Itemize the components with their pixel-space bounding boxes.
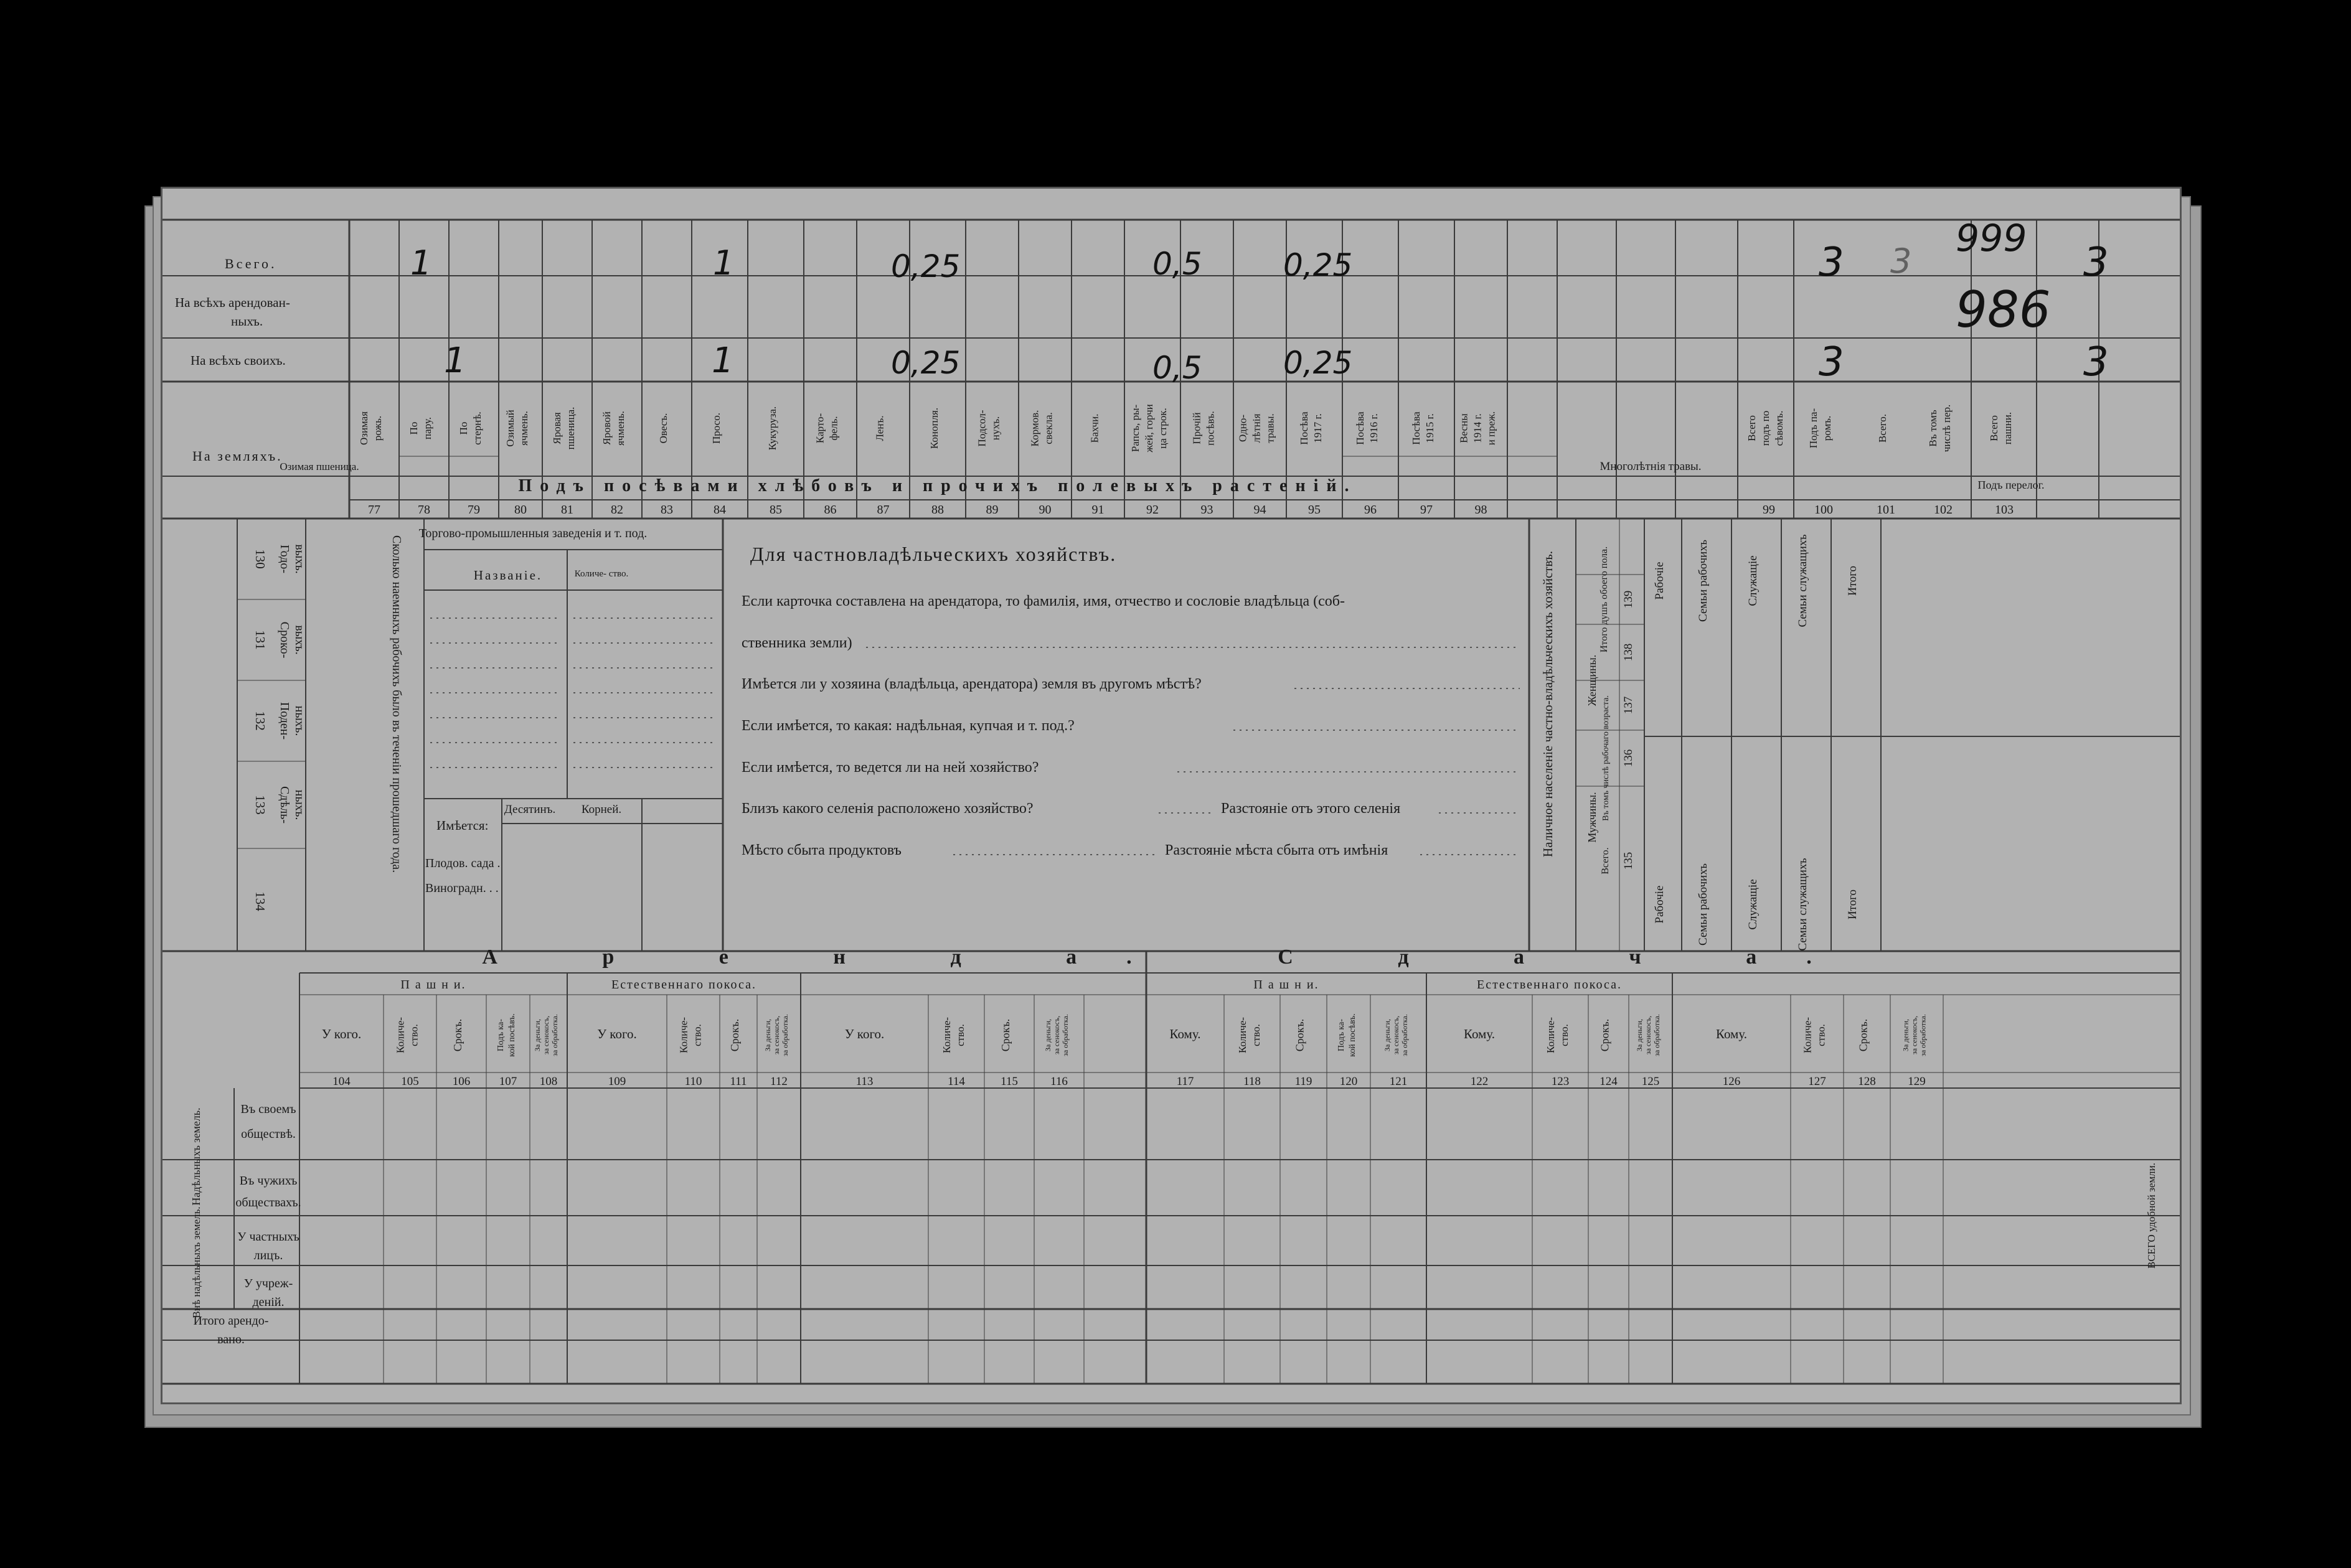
crop-header-line: Одно-	[1237, 415, 1249, 442]
crop-column-number: 85	[770, 503, 782, 517]
arenda-crop: кой посѣвъ.	[507, 1013, 517, 1057]
worker-col-label: ныхъ.	[293, 705, 306, 736]
arenda-qty: Количе-	[677, 1016, 690, 1054]
arenda-who: У кого.	[321, 1026, 362, 1041]
crops-band: Подъ посѣвами хлѣбовъ и прочихъ полевыхъ растеній.	[518, 476, 1357, 495]
worker-col-number: 130	[253, 549, 268, 569]
lease-col-number: 118	[1243, 1075, 1261, 1088]
crop-header-line: Весны	[1458, 413, 1470, 443]
private-q6: Мѣсто сбыта продуктовъ	[742, 842, 902, 858]
crop-column-number: 98	[1474, 503, 1487, 517]
lease-row-label: У учреж-	[243, 1277, 293, 1290]
crop-column-number: 91	[1091, 503, 1105, 517]
crop-column-number: 103	[1995, 503, 2014, 517]
has-label: Имѣется:	[436, 818, 489, 833]
crop-column-headers	[358, 404, 2014, 453]
crop-header-line: стернѣ.	[471, 411, 483, 445]
population-bottom-header: Служащіе	[1746, 879, 1760, 930]
lease-col-number: 112	[770, 1075, 788, 1088]
lease-col-number: 121	[1389, 1075, 1408, 1088]
crop-header-line: ца строк.	[1157, 408, 1169, 449]
hw-own-2: 1	[712, 340, 734, 381]
row-label-land: На земляхъ.	[192, 448, 283, 464]
lease-col-number: 114	[948, 1075, 965, 1088]
crop-header	[1877, 414, 1888, 443]
arenda-group-title: П а ш н и.	[400, 978, 466, 992]
crop-column-number: 99	[1763, 503, 1775, 517]
lease-col-number: 126	[1722, 1075, 1741, 1088]
crop-column-number: 86	[824, 503, 837, 517]
crop-header-line: подъ по	[1760, 410, 1771, 446]
lease-row-label: обществахъ.	[235, 1196, 301, 1209]
arenda-terms: за сенокосъ,	[772, 1015, 781, 1055]
arenda-crop: Подъ ка-	[496, 1018, 506, 1052]
worker-col-label: ныхъ.	[293, 789, 306, 820]
crop-column-number: 89	[986, 503, 999, 517]
sdacha-qty: Количе-	[1801, 1016, 1814, 1054]
census-card	[161, 187, 2182, 1404]
crop-header-line: ячмень.	[518, 411, 530, 446]
crop-column-number: 102	[1934, 503, 1953, 517]
sdacha-group-title: П а ш н и.	[1253, 978, 1319, 992]
private-q5b: Разстояніе отъ этого селенія	[1221, 800, 1401, 817]
nadel-label: Надѣльныхъ земель.	[190, 1107, 202, 1206]
population-col-number: 138	[1622, 643, 1635, 662]
crop-header	[928, 408, 940, 449]
crop-column-number: 101	[1877, 503, 1895, 517]
crop-header-line: По	[458, 421, 469, 435]
grand-total-label: Итого душъ обоего пола.	[1599, 546, 1609, 653]
crop-header-line: Кукуруза.	[766, 406, 778, 451]
sdacha-terms: за обработка.	[1652, 1014, 1661, 1056]
arenda-term: Срокъ.	[451, 1018, 464, 1052]
lease-col-number: 123	[1551, 1075, 1570, 1088]
arenda-terms: За деньги,	[763, 1018, 772, 1052]
sdacha-qty: ство.	[1558, 1024, 1570, 1046]
crop-header-line: травы.	[1264, 413, 1276, 443]
lease-row-label: Въ чужихъ	[239, 1174, 298, 1188]
crop-header	[458, 411, 483, 445]
crop-header-line: Овесъ.	[657, 413, 669, 444]
women-label: Женщины.	[1586, 654, 1598, 707]
crop-header-line: Конопля.	[928, 407, 940, 449]
trade-title: Торгово-промышленныя заведенія и т. под.	[418, 527, 648, 540]
korney-header: Корней.	[581, 803, 622, 816]
arenda-group-title: Естественнаго покоса.	[611, 978, 756, 992]
crop-header-line: числѣ пер.	[1941, 404, 1953, 453]
lease-col-number: 117	[1176, 1075, 1194, 1088]
arenda-qty: Количе-	[394, 1016, 407, 1054]
crop-header	[504, 410, 530, 446]
sdacha-term: Срокъ.	[1598, 1018, 1611, 1052]
of-which-label: Въ томъ числѣ рабочаго возраста.	[1601, 695, 1611, 821]
private-q2: Имѣется ли у хозяина (владѣльца, арендатора) земля въ другомъ мѣстѣ?	[742, 676, 1202, 692]
crop-header-line: Просо.	[710, 413, 722, 444]
arenda-who: У кого.	[844, 1026, 885, 1041]
crop-header-line: Кормов.	[1029, 410, 1041, 447]
sdacha-who: Кому.	[1464, 1026, 1495, 1041]
crop-header-line: Посѣва	[1354, 411, 1366, 445]
private-farms-title: Для частновладѣльческихъ хозяйствъ.	[750, 543, 1117, 565]
crop-header-line: ячмень.	[615, 411, 626, 446]
edge-total-land: ВСЕГО удобной земли.	[2146, 1162, 2157, 1269]
lease-col-number: 115	[1001, 1075, 1018, 1088]
private-q3: Если имѣется, то какая: надѣльная, купчая и т. под.?	[742, 718, 1075, 734]
hw-total-8: 3	[2083, 240, 2109, 286]
crop-column-number: 79	[468, 503, 480, 517]
crop-column-number: 81	[561, 503, 573, 517]
arenda-term: Срокъ.	[728, 1018, 741, 1052]
arenda-qty: Количе-	[941, 1016, 953, 1054]
crop-header-line: и преж.	[1485, 411, 1497, 446]
crop-header-line: 1916 г.	[1368, 413, 1380, 443]
crop-header-line: пашни.	[2002, 411, 2014, 445]
arenda-qty: ство.	[408, 1024, 420, 1046]
crop-header-line: Бахчи.	[1088, 413, 1101, 443]
crop-header	[1089, 414, 1101, 443]
population-bottom-header: Рабочіе	[1653, 885, 1666, 924]
crop-header	[1237, 413, 1276, 443]
population-bottom-header: Семьи рабочихъ	[1697, 863, 1710, 946]
sdacha-qty: Количе-	[1237, 1016, 1248, 1054]
row-label-rented-1: На всѣхъ арендован-	[175, 295, 290, 310]
population-top-header: Итого	[1846, 565, 1859, 596]
crop-header	[601, 411, 626, 446]
crop-column-number: 82	[611, 503, 623, 517]
sdacha-terms: За деньги,	[1901, 1018, 1910, 1052]
desyat-header: Десятинъ.	[504, 803, 556, 816]
population-top-header: Рабочіе	[1653, 561, 1666, 600]
sdacha-qty: ство.	[1250, 1024, 1262, 1046]
lease-col-number: 109	[608, 1075, 626, 1088]
crop-header	[551, 407, 577, 450]
crop-header-line: фель.	[827, 416, 840, 441]
sdacha-crop: кой посѣвъ.	[1348, 1013, 1357, 1057]
lease-col-number: 116	[1050, 1075, 1068, 1088]
lease-col-number: 107	[499, 1075, 517, 1088]
hw-own-6: 3	[1819, 339, 1844, 385]
crop-header-line: Прочій	[1190, 412, 1203, 444]
fallow-label: Подъ перелог.	[1977, 479, 2045, 491]
sdacha-who: Кому.	[1169, 1026, 1201, 1041]
sdacha-group-title: Естественнаго покоса.	[1477, 978, 1622, 992]
crop-header-line: нухъ.	[989, 416, 1002, 441]
worker-col-label: Сдѣль-	[278, 786, 291, 824]
sdacha-title: С д а ч а.	[1278, 946, 1862, 969]
private-q4: Если имѣется, то ведется ли на ней хозяйство?	[742, 759, 1039, 776]
sdacha-crop: Подъ ка-	[1337, 1018, 1346, 1052]
crop-header-line: Яровая	[551, 412, 563, 444]
arenda-terms: За деньги,	[533, 1018, 542, 1052]
lease-total-label: Итого арендо-	[193, 1314, 269, 1328]
lease-col-number: 129	[1908, 1075, 1926, 1088]
lease-col-number: 120	[1339, 1075, 1358, 1088]
crop-column-number: 96	[1364, 503, 1377, 517]
crop-header-line: Рапсъ, ры-	[1129, 404, 1141, 453]
sdacha-terms: За деньги,	[1383, 1018, 1392, 1052]
crop-header-line: Въ томъ	[1927, 410, 1939, 447]
sdacha-terms: за обработка.	[1918, 1014, 1928, 1056]
arenda-terms: за обработка.	[1061, 1014, 1070, 1056]
sdacha-terms: за обработка.	[1400, 1014, 1409, 1056]
lease-col-number: 128	[1858, 1075, 1876, 1088]
sdacha-qty: Количе-	[1545, 1016, 1557, 1054]
lease-row-label: Въ своемъ	[240, 1102, 296, 1116]
hw-total-1: 1	[410, 243, 432, 283]
population-block	[1586, 534, 1859, 951]
vineyard-label: Виноградн. . .	[425, 881, 499, 895]
crop-header	[1746, 411, 1785, 446]
crop-header-line: Посѣва	[1410, 411, 1422, 445]
population-top-header: Служащіе	[1746, 555, 1760, 606]
lease-col-number: 106	[452, 1075, 471, 1088]
crop-header-line: Ленъ.	[874, 415, 886, 441]
crop-header-line: Посѣва	[1298, 411, 1310, 445]
hw-total-5: 0,25	[1283, 247, 1353, 283]
lease-col-number: 113	[855, 1075, 874, 1088]
hw-total-6: 3	[1819, 240, 1844, 286]
crop-column-number: 84	[714, 503, 726, 517]
arenda-qty: ство.	[954, 1024, 966, 1046]
crop-header-line: рожь.	[372, 415, 384, 441]
men-label: Мужчины.	[1586, 792, 1598, 843]
crop-header-line: Всего	[1988, 415, 2000, 441]
crop-header-line: 1917 г.	[1312, 413, 1324, 443]
lease-total-label: вано.	[217, 1333, 245, 1346]
population-bottom-header: Итого	[1846, 889, 1859, 920]
arenda-terms: за сенокосъ,	[1052, 1015, 1061, 1055]
sdacha-qty: ство.	[1815, 1024, 1827, 1046]
crop-header-line: жей, горчи	[1143, 404, 1155, 453]
lease-col-number: 127	[1808, 1075, 1826, 1088]
crop-header	[1927, 405, 1953, 453]
arenda-who: У кого.	[597, 1026, 637, 1041]
hw-corner: 999	[1956, 217, 2027, 260]
crop-header-line: Всего	[1746, 415, 1758, 441]
row-label-rented-2: ныхъ.	[231, 314, 263, 329]
crop-header-line: Подсол-	[976, 410, 988, 447]
crop-header-line: Озимая	[358, 411, 370, 446]
arenda-terms: за обработка.	[781, 1014, 789, 1056]
crop-column-number: 95	[1308, 503, 1321, 517]
trade-name-header: Названіе.	[473, 568, 543, 583]
population-top-header: Семьи служащихъ	[1796, 534, 1809, 627]
hw-own-1: 1	[444, 340, 466, 381]
private-q1b: ственника земли)	[742, 635, 852, 651]
sdacha-terms: за сенокосъ,	[1644, 1015, 1652, 1055]
crop-column-number: 87	[877, 503, 890, 517]
crop-column-number: 92	[1146, 503, 1159, 517]
crop-column-number: 94	[1253, 503, 1266, 517]
lease-row-label: обществѣ.	[241, 1127, 296, 1141]
crop-column-number: 88	[931, 503, 944, 517]
population-col-number: 135	[1622, 852, 1635, 870]
lease-col-number: 119	[1294, 1075, 1312, 1088]
worker-col-number: 134	[253, 891, 268, 911]
crop-header-line: Озимый	[504, 410, 516, 447]
crop-header	[408, 417, 433, 439]
crop-column-number: 93	[1200, 503, 1213, 517]
winter-wheat-label: Озимая пшеница.	[280, 461, 359, 472]
row-label-own: На всѣхъ своихъ.	[191, 353, 286, 368]
population-top-header: Семьи рабочихъ	[1697, 540, 1710, 622]
worker-col-label: выхъ.	[293, 544, 306, 574]
sdacha-term: Срокъ.	[1293, 1018, 1306, 1052]
crop-header-line: Подъ па-	[1807, 408, 1819, 449]
crop-column-number: 97	[1420, 503, 1433, 517]
lease-col-number: 124	[1600, 1075, 1618, 1088]
arenda-qty: ство.	[691, 1024, 704, 1046]
arenda-terms: за обработка.	[550, 1014, 559, 1056]
worker-col-label: Годо-	[278, 544, 291, 574]
population-bottom-header: Семьи служащихъ	[1796, 858, 1809, 951]
lease-col-number: 125	[1641, 1075, 1660, 1088]
crop-column-numbers	[368, 503, 2014, 517]
worker-col-number: 133	[253, 795, 268, 815]
sdacha-terms: за сенокосъ,	[1910, 1015, 1919, 1055]
arenda-terms: За деньги,	[1044, 1018, 1052, 1052]
crop-header	[1354, 411, 1380, 445]
crop-header	[874, 415, 886, 441]
perennial-label: Многолѣтнія травы.	[1600, 460, 1702, 473]
crop-header-line: пшеница.	[565, 406, 577, 450]
lease-row-label: деній.	[252, 1295, 285, 1309]
crop-header-line: 1915 г.	[1424, 413, 1436, 443]
crop-header	[1129, 404, 1169, 453]
crop-column-number: 90	[1039, 503, 1052, 517]
crop-header	[814, 413, 840, 444]
total-label: Всего.	[1600, 847, 1611, 875]
crop-header	[710, 413, 722, 444]
crop-header	[976, 410, 1002, 446]
lease-block	[190, 978, 1928, 1346]
crop-column-number: 77	[368, 503, 380, 517]
hw-total-4: 0,5	[1152, 246, 1202, 282]
hw-total-2: 1	[713, 243, 735, 283]
hired-workers-vertical: Сколько наемныхъ рабочихъ было въ теченіи прошедшаго года.	[390, 535, 403, 873]
crop-column-number: 80	[514, 503, 527, 517]
lease-col-number: 111	[730, 1075, 747, 1088]
crop-header	[1298, 411, 1324, 445]
lease-col-number: 104	[332, 1075, 351, 1088]
crop-header-line: лѣтнія	[1250, 413, 1263, 443]
vne-label: Внѣ надѣльныхъ земель.	[191, 1206, 202, 1318]
private-q5: Близъ какого селенія расположено хозяйство?	[742, 800, 1034, 817]
crop-header-line: 1914 г.	[1471, 413, 1484, 443]
population-vertical: Наличное населеніе частно-владѣльческихъ хозяйствъ.	[1540, 551, 1555, 857]
hw-rented-total: 986	[1956, 281, 2051, 339]
worker-col-number: 131	[253, 630, 268, 650]
crop-header-line: ромъ.	[1821, 415, 1833, 441]
hw-total-3: 0,25	[891, 248, 961, 284]
lease-col-number: 122	[1470, 1075, 1489, 1088]
crop-header	[1029, 410, 1055, 447]
worker-col-label: Поден-	[278, 702, 291, 740]
crop-header	[358, 411, 384, 445]
crop-header-line: сѣвомъ.	[1773, 410, 1785, 446]
lease-col-number: 110	[684, 1075, 702, 1088]
crop-header-line: По	[408, 421, 420, 435]
sdacha-terms: За деньги,	[1635, 1018, 1644, 1052]
arenda-terms: за сенокосъ,	[542, 1015, 550, 1055]
hw-own-4: 0,5	[1152, 350, 1202, 386]
worker-col-label: Сроко-	[278, 621, 291, 659]
crop-header	[1988, 412, 2014, 444]
worker-col-label: выхъ.	[293, 625, 306, 655]
crop-header	[1410, 411, 1436, 445]
arenda-title: А р е н д а.	[482, 946, 1182, 969]
crop-header-line: пару.	[422, 417, 433, 439]
crop-column-number: 100	[1814, 503, 1833, 517]
sdacha-term: Срокъ.	[1857, 1018, 1870, 1052]
crop-column-number: 83	[661, 503, 673, 517]
lease-col-number: 108	[539, 1075, 558, 1088]
hw-total-7: 3	[1890, 242, 1912, 281]
crop-header-line: посѣвъ.	[1204, 411, 1217, 446]
crop-header	[766, 406, 778, 450]
population-col-number: 137	[1622, 696, 1635, 715]
trade-qty-header: Количе- ство.	[574, 569, 629, 579]
lease-row-label: У частныхъ	[237, 1230, 299, 1244]
row-label-total: Всего.	[225, 256, 277, 271]
sdacha-who: Кому.	[1716, 1026, 1747, 1041]
crop-header	[1191, 411, 1217, 445]
crop-header	[1458, 411, 1497, 446]
private-q6b: Разстояніе мѣста сбыта отъ имѣнія	[1165, 842, 1388, 858]
population-col-number: 136	[1622, 749, 1635, 768]
crop-header-line: Яровой	[601, 411, 613, 445]
private-q1a: Если карточка составлена на арендатора, то фамилія, имя, отчество и сословіе владѣльца (соб-	[742, 593, 1345, 609]
crop-header	[657, 413, 669, 444]
lease-row-label: лицъ.	[253, 1249, 283, 1262]
crop-header	[1807, 408, 1833, 449]
sdacha-terms: за сенокосъ,	[1392, 1015, 1400, 1055]
crop-column-number: 78	[418, 503, 430, 517]
crop-header-line: Всего.	[1877, 414, 1888, 443]
garden-label: Плодов. сада .	[425, 857, 501, 870]
hw-own-7: 3	[2083, 339, 2109, 385]
hw-own-3: 0,25	[891, 345, 961, 381]
crop-header-line: свекла.	[1042, 412, 1055, 444]
lease-col-number: 105	[401, 1075, 419, 1088]
form-sheet	[163, 189, 2180, 1402]
population-col-number: 139	[1622, 590, 1635, 609]
arenda-term: Срокъ.	[999, 1018, 1012, 1052]
worker-col-number: 132	[253, 711, 268, 731]
crop-header-line: Карто-	[814, 413, 826, 444]
hw-own-5: 0,25	[1283, 345, 1353, 381]
